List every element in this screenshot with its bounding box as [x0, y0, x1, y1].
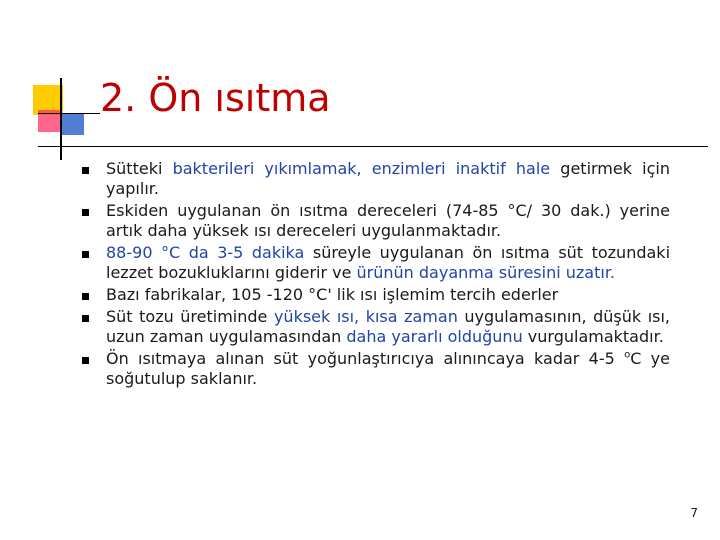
bullet-item — [82, 307, 670, 347]
bullet-text: getirmek için yapılır. — [106, 159, 671, 198]
bullet-square-icon — [82, 167, 89, 174]
bullet-square-icon — [82, 357, 89, 364]
bullet-list — [82, 159, 670, 391]
slide-title: 2. Ön ısıtma — [100, 76, 331, 120]
highlighted-text: bakterileri yıkımlamak, enzimleri inaktif hale — [172, 159, 551, 178]
logo-blue-square — [60, 113, 84, 135]
bullet-text: C ye soğutulup saklanır. — [106, 349, 670, 388]
bullet-text: süreyle uygulanan ön ısıtma süt tozundaki lezzet bozukluklarını giderir ve — [106, 243, 671, 282]
bullet-text: Eskiden uygulanan ön ısıtma dereceleri (74-85 °C/ 30 dak.) yerine artık daha yüksek ısı dereceleri uygulanmaktadır. — [106, 201, 670, 240]
bullet-item — [82, 201, 670, 241]
highlighted-text: 88-90 °C da 3-5 dakika — [106, 243, 305, 262]
highlighted-text: daha yararlı olduğunu — [346, 327, 523, 346]
bullet-text: Ön ısıtmaya alınan süt yoğunlaştırıcıya alınıncaya kadar 4-5 — [106, 349, 625, 368]
bullet-text: Bazı fabrikalar, 105 -120 °C' lik ısı işlemim tercih ederler — [106, 285, 559, 304]
bullet-square-icon — [82, 209, 89, 216]
bullet-item — [82, 159, 670, 199]
slide-logo-decoration — [0, 0, 110, 170]
logo-short-line — [38, 113, 100, 114]
title-divider — [38, 146, 708, 147]
bullet-text: vurgulamaktadır. — [522, 327, 664, 346]
bullet-square-icon — [82, 315, 89, 322]
bullet-text: o — [624, 349, 631, 361]
bullet-item — [82, 349, 670, 389]
bullet-square-icon — [82, 293, 89, 300]
bullet-item — [82, 285, 670, 305]
bullet-text: Sütteki — [106, 159, 173, 178]
bullet-text: Süt tozu üretiminde — [106, 307, 274, 326]
logo-vertical-line — [60, 78, 62, 160]
highlighted-text: yüksek ısı, kısa zaman — [273, 307, 458, 326]
bullet-square-icon — [82, 251, 89, 258]
bullet-item — [82, 243, 670, 283]
highlighted-text: ürünün dayanma süresini uzatır. — [356, 263, 616, 282]
bullet-text: uygulamasının, düşük ısı, uzun zaman uygulamasından — [106, 307, 671, 346]
page-number: 7 — [690, 506, 698, 520]
